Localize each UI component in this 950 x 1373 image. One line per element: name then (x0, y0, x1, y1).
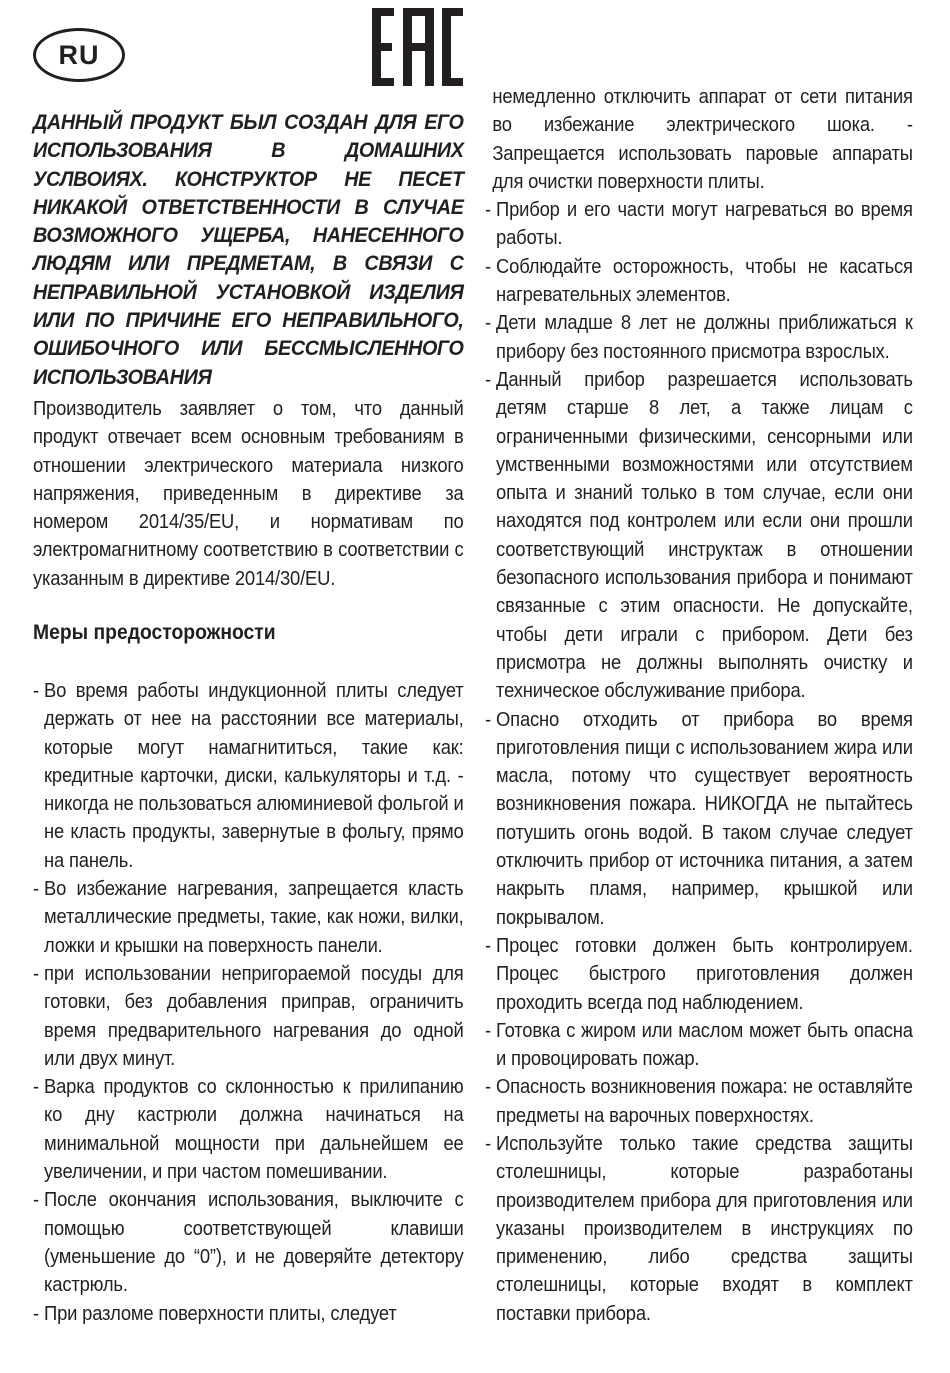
bullet-dash-icon: - (485, 255, 491, 278)
bullet-dash-icon: - (33, 680, 39, 702)
list-item: - Процес готовки должен быть контролируем. Процес быстрого приготовления должен проходить всегда под наблюдением. (485, 932, 913, 1017)
list-item: - Опасно отходить от прибора во время приготовления пищи с использованием жира или масла, потому что существует вероятность возникновения пожара. НИКОГДА не пытайтесь потушить огонь водой. В таком случае следует отключить прибор от источника питания, а затем накрыть пламя, например, крышкой или покрывалом. (485, 706, 913, 932)
list-item: - После окончания использования, выключите с помощью соответствующей клавиши (уменьшение до “0”), и не доверяйте детектору кастрюль. (33, 1186, 464, 1299)
list-item: - Варка продуктов со склонностью к прилипанию ко дну кастрюли должна начинаться на минимальной мощности при дальнейшем ее увеличении, и при частом помешивании. (33, 1073, 464, 1186)
bullet-dash-icon: - (33, 1076, 39, 1099)
liability-warning: ДАННЫЙ ПРОДУКТ БЫЛ СОЗДАН ДЛЯ ЕГО ИСПОЛЬЗОВАНИЯ В ДОМАШНИХ УСЛВОИЯХ. КОНСТРУКТОР НЕ ПЕСЕТ НИКАКОЙ ОТВЕТСТВЕННОСТИ В СЛУЧАЕ ВОЗМОЖНОГО УЩЕРБА, НАНЕСЕННОГО ЛЮДЯМ ИЛИ ПРЕДМЕТАМ, В СВЯЗИ С НЕПРАВИЛЬНОЙ УСТАНОВКОЙ ИЗДЕЛИЯ ИЛИ ПО ПРИЧИНЕ ЕГО НЕПРАВИЛЬНОГО, ОШИБОЧНОГО ИЛИ БЕССМЫСЛЕННОГО ИСПОЛЬЗОВАНИЯ (33, 110, 464, 389)
bullet-dash-icon: - (485, 1132, 491, 1155)
bullet-dash-icon: - (33, 962, 39, 985)
list-item-continuation: немедленно отключить аппарат от сети питания во избежание электрического шока. - Запрещается использовать паровые аппараты для очистки поверхности плиты. (492, 86, 913, 193)
list-item: - Готовка с жиром или маслом может быть опасна и провоцировать пожар. (485, 1017, 913, 1074)
precautions-list-left (33, 677, 464, 1328)
bullet-dash-icon: - (485, 1019, 491, 1042)
bullet-dash-icon: - (485, 368, 491, 391)
bullet-dash-icon: - (485, 934, 491, 957)
list-item: - Используйте только такие средства защиты столешницы, которые разработаны производителем прибора для приготовления или указаны производителем в инструкциях по применению, либо средства защиты столешницы, которые входят в комплект поставки прибора. (485, 1130, 913, 1328)
conformity-declaration: Производитель заявляет о том, что данный продукт отвечает всем основным требованиям в отношении электрического материала низкого напряжения, приведенным в директиве за номером 2014/35/EU, и нормативам по электромагнитному соответствию в соответствии с указанным в директиве 2014/30/EU. (33, 398, 464, 590)
bullet-dash-icon: - (33, 1302, 39, 1325)
eac-mark (370, 6, 464, 88)
list-item: - Дети младше 8 лет не должны приближаться к прибору без постоянного присмотра взрослых. (485, 309, 913, 366)
list-item: - Данный прибор разрешается использовать детям старше 8 лет, а также лицам с ограниченными физическими, сенсорными или умственными возможностями или отсутствием опыта и знаний только в том случае, если они находятся под контролем или если они прошли соответствующий инструктаж в отношении безопасного использования прибора и понимают связанные с этим опасности. Не допускайте, чтобы дети играли с прибором. Дети без присмотра не должны выполнять очистку и техническое обслуживание прибора. (485, 366, 913, 706)
region-badge: RU (33, 28, 125, 82)
bullet-dash-icon: - (485, 1076, 491, 1099)
bullet-dash-icon: - (33, 1189, 39, 1212)
precautions-heading: Меры предосторожности (33, 621, 276, 644)
bullet-dash-icon: - (485, 199, 491, 222)
list-item: - Прибор и его части могут нагреваться во время работы. (485, 196, 913, 253)
precautions-list-right (485, 83, 913, 1328)
bullet-dash-icon: - (485, 708, 491, 731)
list-item: - При разломе поверхности плиты, следует (33, 1300, 464, 1328)
list-item: - Опасность возникновения пожара: не оставляйте предметы на варочных поверхностях. (485, 1073, 913, 1130)
list-item: - Во избежание нагревания, запрещается класть металлические предметы, такие, как ножи, вилки, ложки и крышки на поверхность панели. (33, 875, 464, 960)
list-item: - Во время работы индукционной плиты следует держать от нее на расстоянии все материалы, которые могут намагнититься, такие как: кредитные карточки, диски, калькуляторы и т.д. - никогда не пользоваться алюминиевой фольгой и не класть продукты, завернутые в фольгу, прямо на панель. (33, 677, 464, 875)
bullet-dash-icon: - (33, 878, 39, 901)
list-item: - Соблюдайте осторожность, чтобы не касаться нагревательных элементов. (485, 253, 913, 310)
list-item: - при использовании непригораемой посуды для готовки, без добавления приправ, ограничить время предварительного нагревания до одной или двух минут. (33, 960, 464, 1073)
bullet-dash-icon: - (485, 312, 491, 335)
